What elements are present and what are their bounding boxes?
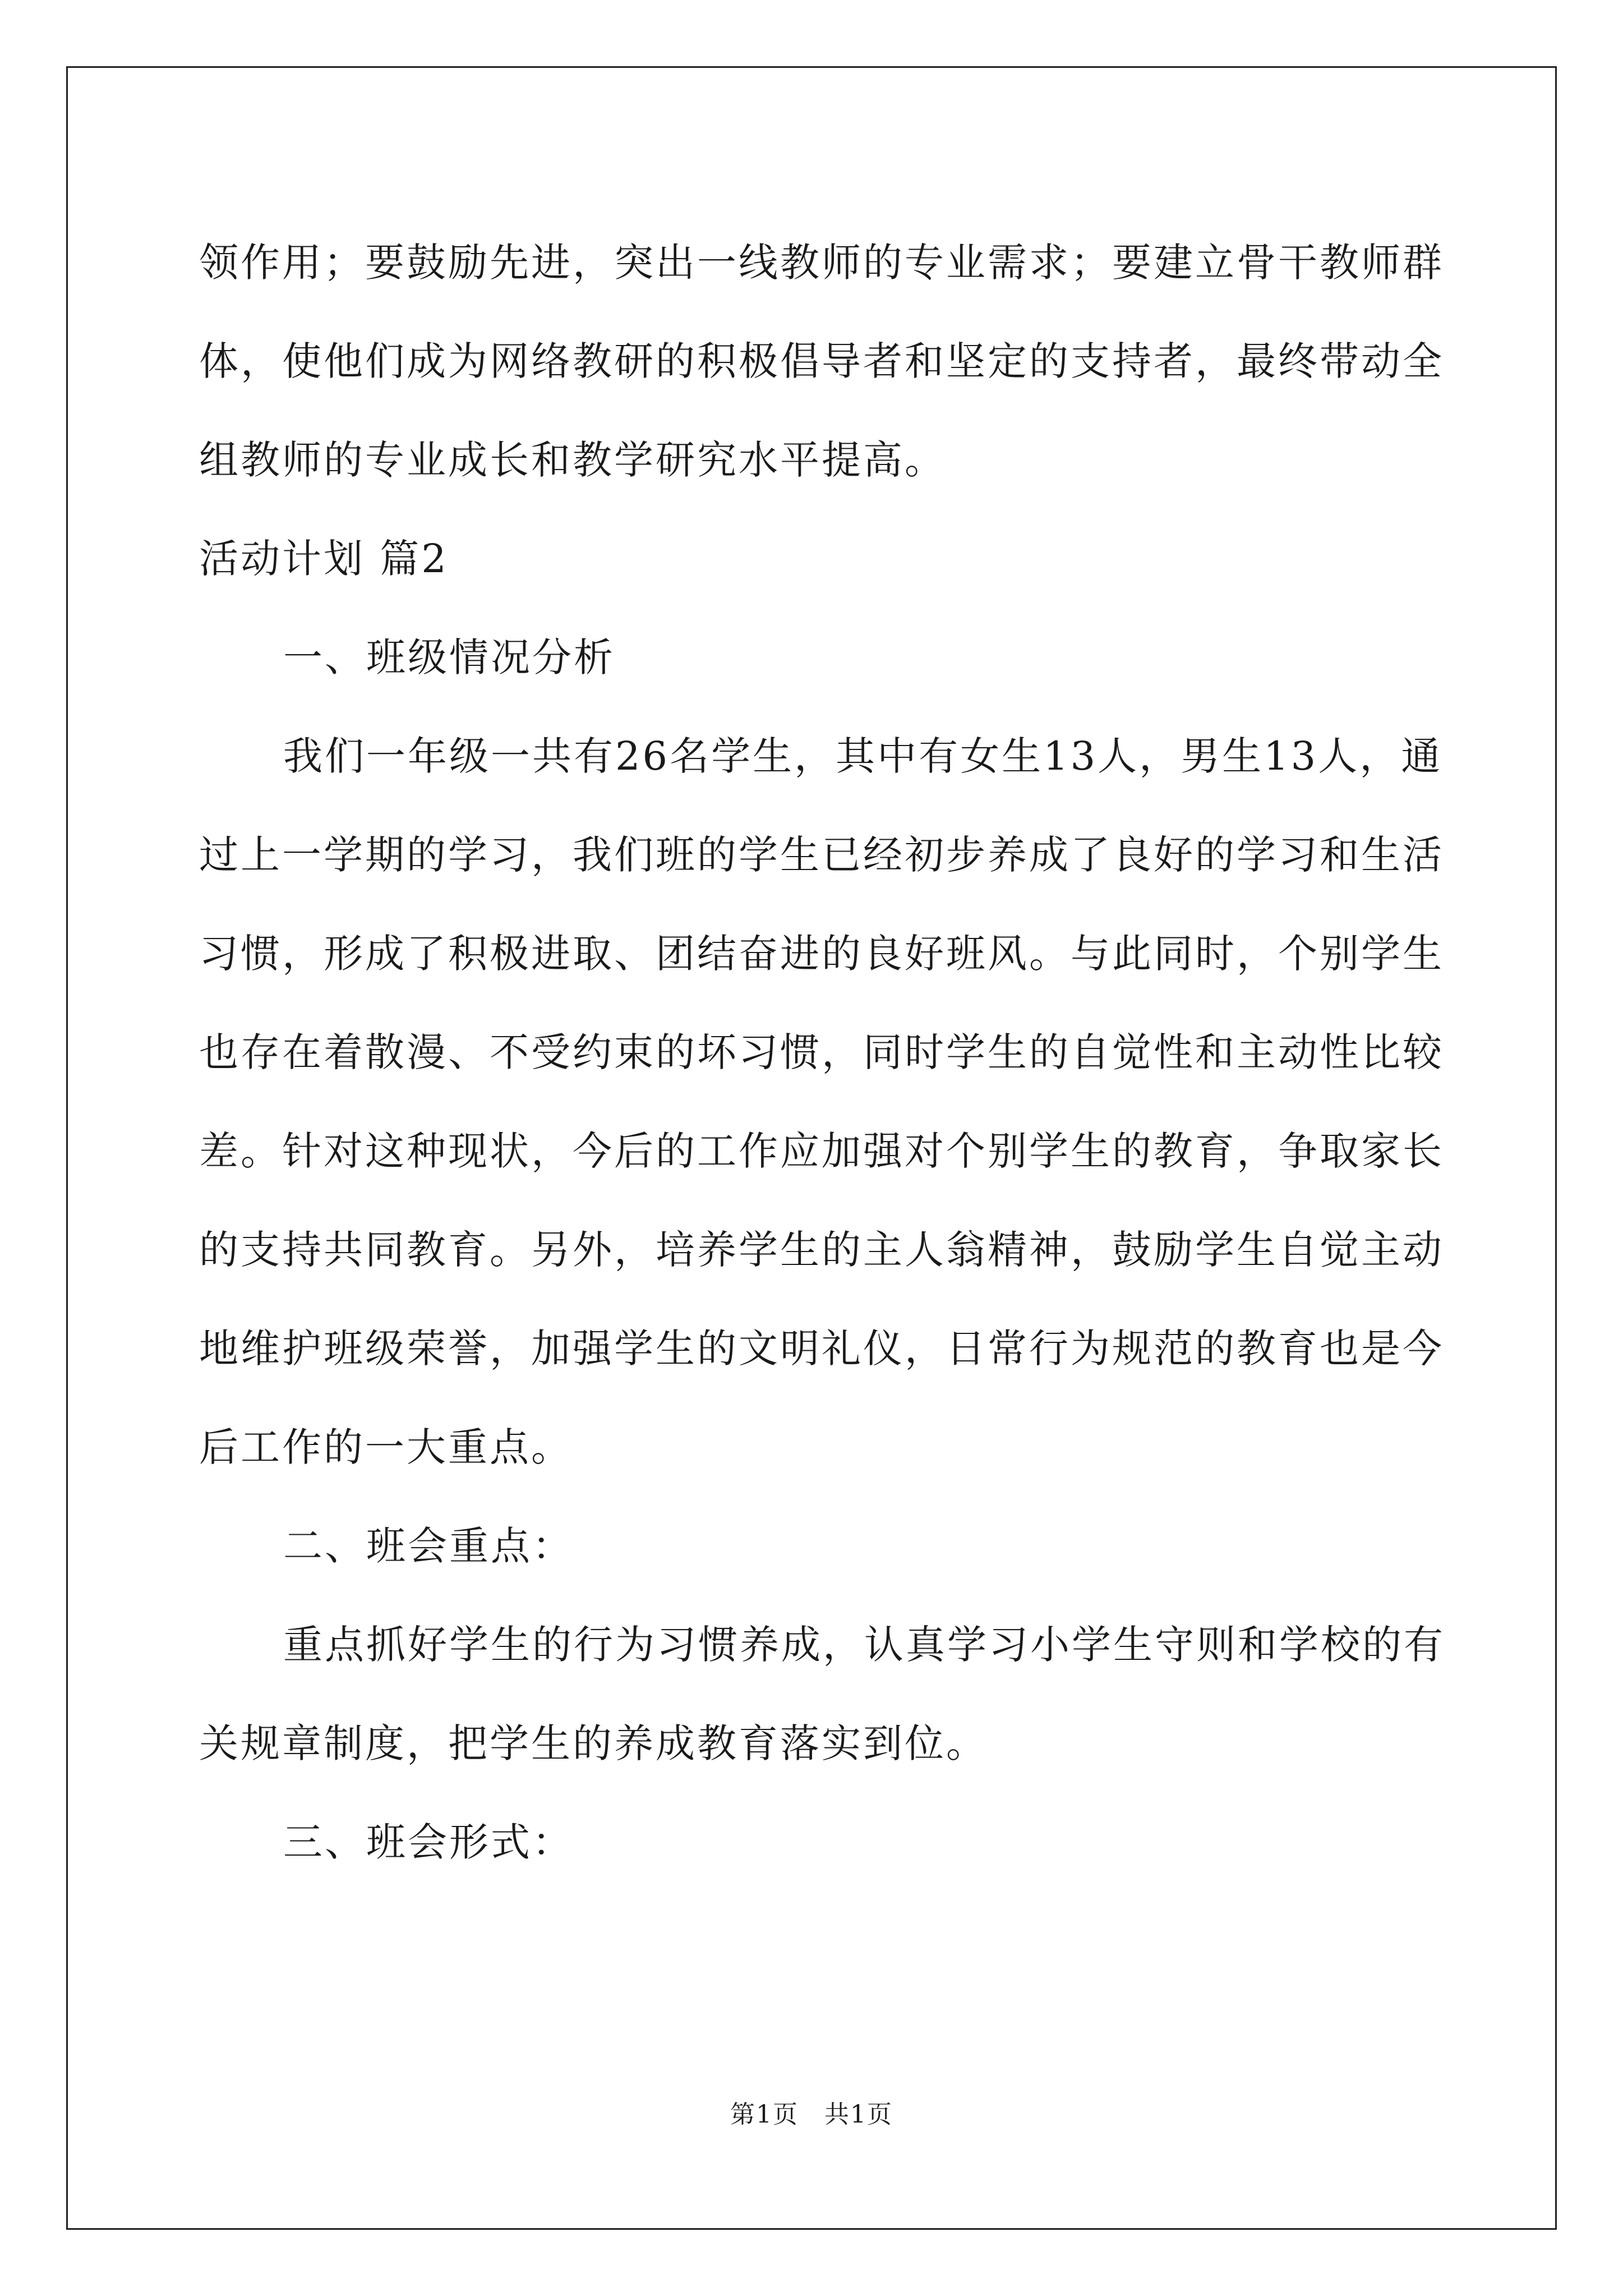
body-line: 也存在着散漫、不受约束的坏习惯，同时学生的自觉性和主动性比较 — [199, 1029, 1444, 1075]
body-line: 差。针对这种现状，今后的工作应加强对个别学生的教育，争取家长 — [199, 1128, 1444, 1174]
heading-class-analysis: 一、班级情况分析 — [283, 634, 615, 680]
body-line: 重点抓好学生的行为习惯养成，认真学习小学生守则和学校的有 — [283, 1622, 1445, 1668]
body-line: 地维护班级荣誉，加强学生的文明礼仪，日常行为规范的教育也是今 — [199, 1326, 1444, 1372]
page-number-footer: 第1页 共1页 — [730, 2100, 893, 2129]
body-line: 体，使他们成为网络教研的积极倡导者和坚定的支持者，最终带动全 — [199, 338, 1444, 384]
heading-meeting-focus: 二、班会重点： — [283, 1523, 574, 1569]
heading-meeting-format: 三、班会形式： — [283, 1819, 574, 1865]
body-line: 后工作的一大重点。 — [199, 1424, 573, 1470]
section-title: 活动计划 篇2 — [199, 536, 449, 582]
body-line: 我们一年级一共有26名学生，其中有女生13人，男生13人，通 — [283, 733, 1443, 779]
body-line: 过上一学期的学习，我们班的学生已经初步养成了良好的学习和生活 — [199, 832, 1444, 878]
body-line: 领作用；要鼓励先进，突出一线教师的专业需求；要建立骨干教师群 — [199, 240, 1444, 286]
body-line: 习惯，形成了积极进取、团结奋进的良好班风。与此同时，个别学生 — [199, 931, 1444, 977]
body-line: 关规章制度，把学生的养成教育落实到位。 — [199, 1720, 988, 1766]
document-body — [199, 213, 1445, 1892]
body-line: 的支持共同教育。另外，培养学生的主人翁精神，鼓励学生自觉主动 — [199, 1227, 1444, 1273]
body-line: 组教师的专业成长和教学研究水平提高。 — [199, 437, 946, 483]
